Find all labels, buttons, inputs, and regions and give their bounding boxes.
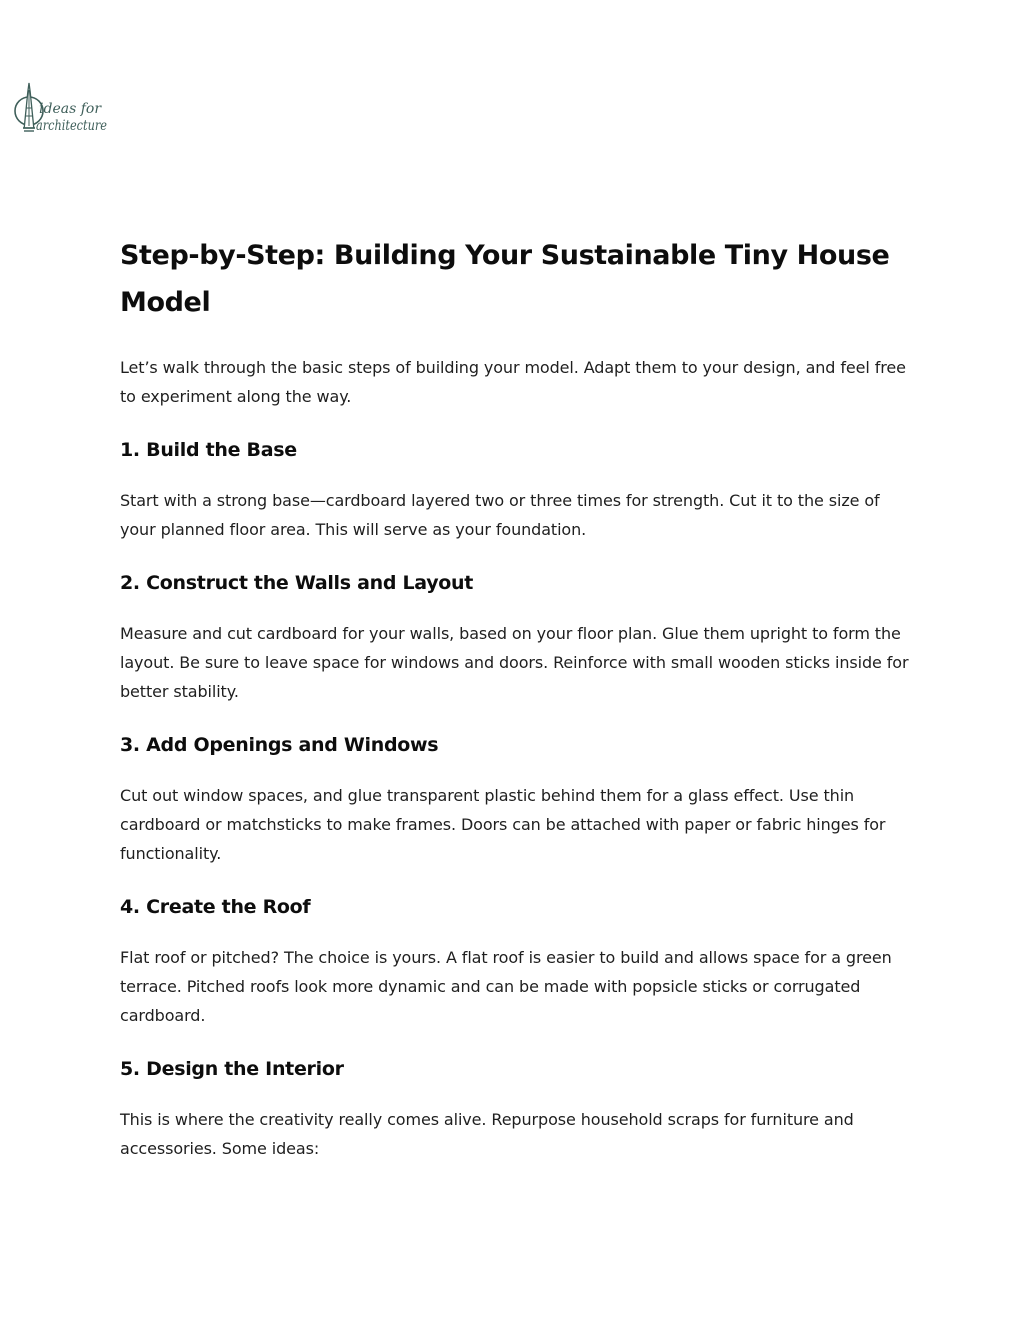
step-section [120, 893, 910, 1030]
step-body: Flat roof or pitched? The choice is yours. A flat roof is easier to build and allows space for a green terrace. Pitched roofs look more dynamic and can be made with popsicle sticks or corrugated cardboard. [120, 948, 892, 1025]
step-section [120, 436, 910, 544]
step-section [120, 1055, 910, 1163]
page-title: Step-by-Step: Building Your Sustainable Tiny House Model [120, 240, 890, 318]
intro-paragraph: Let’s walk through the basic steps of building your model. Adapt them to your design, and feel free to experiment along the way. [120, 358, 906, 406]
brand-logo [12, 80, 112, 140]
step-heading: 5. Design the Interior [120, 1058, 344, 1080]
step-heading: 3. Add Openings and Windows [120, 734, 439, 756]
step-section [120, 731, 910, 868]
step-body: Cut out window spaces, and glue transparent plastic behind them for a glass effect. Use thin cardboard or matchsticks to make frames. Doors can be attached with paper or fabric hinges for functionality. [120, 786, 886, 863]
step-body: Start with a strong base—cardboard layered two or three times for strength. Cut it to the size of your planned floor area. This will serve as your foundation. [120, 491, 880, 539]
step-section [120, 569, 910, 706]
step-heading: 2. Construct the Walls and Layout [120, 572, 474, 594]
article [120, 232, 910, 1163]
step-heading: 4. Create the Roof [120, 896, 311, 918]
step-body: This is where the creativity really comes alive. Repurpose household scraps for furniture and accessories. Some ideas: [120, 1110, 854, 1158]
step-body: Measure and cut cardboard for your walls, based on your floor plan. Glue them upright to form the layout. Be sure to leave space for windows and doors. Reinforce with small wooden sticks inside for better stability. [120, 624, 909, 701]
logo-line1: ideas for [39, 101, 102, 117]
logo-line2: architecture [36, 118, 107, 134]
step-heading: 1. Build the Base [120, 439, 297, 461]
tower-logo-icon [12, 80, 112, 140]
